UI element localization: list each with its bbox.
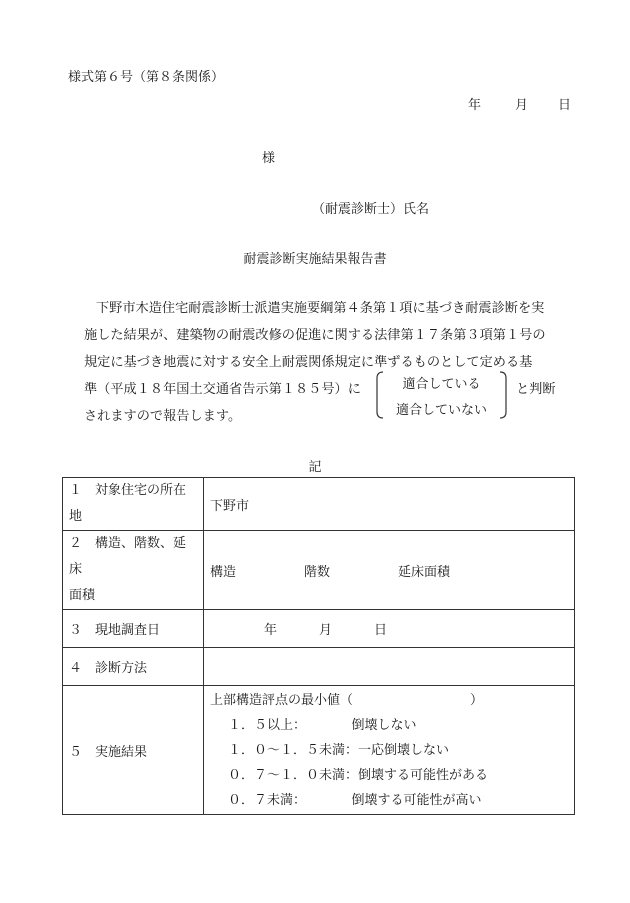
table-row [63, 648, 575, 686]
conformity-choice [375, 370, 508, 420]
list-item: １．５以上： 倒壊しない [228, 717, 417, 733]
survey-month: 月 [319, 623, 333, 638]
body-line-1: 下野市木造住宅耐震診断士派遣実施要綱第４条第１項に基づき耐震診断を実 [96, 301, 545, 316]
date-line [468, 94, 571, 113]
table-row [63, 531, 575, 610]
addressee: 様 [262, 151, 276, 166]
row2-value [204, 531, 575, 610]
structure-label: 構造 [210, 564, 237, 580]
row2-label: ２ 構造、階数、延床 面積 [63, 531, 204, 610]
report-table [62, 477, 575, 815]
list-item: １．０～１．５未満：一応倒壊しない [228, 742, 450, 758]
row5-value [204, 686, 575, 815]
body-line-3: 規定に基づき地震に対する安全上耐震関係規定に準ずるものとして定める基 [84, 355, 533, 370]
list-item: ０．７～１．０未満：倒壊する可能性がある [228, 767, 489, 783]
sender-name: （耐震診断士）氏名 [312, 202, 430, 217]
list-item: ０．７未満： 倒壊する可能性が高い [228, 792, 482, 808]
date-day: 日 [558, 98, 572, 113]
choice-not-conforming: 適合していない [395, 403, 487, 418]
date-month: 月 [515, 98, 529, 113]
row1-label: １ 対象住宅の所在 地 [63, 478, 204, 531]
row5-label: ５ 実施結果 [63, 686, 204, 815]
table-row [63, 610, 575, 648]
row1-value: 下野市 [204, 478, 575, 531]
row4-value [204, 648, 575, 686]
date-year: 年 [468, 98, 482, 113]
table-row [63, 478, 575, 531]
body-line-4-tail: と判断 [516, 382, 556, 397]
row3-value [204, 610, 575, 648]
table-row [63, 686, 575, 815]
ki-heading: 記 [308, 460, 322, 475]
survey-day: 日 [374, 623, 388, 638]
body-line-5: されますので報告します。 [84, 409, 242, 424]
choice-conforming: 適合している [402, 377, 481, 392]
floors-label: 階数 [304, 564, 331, 580]
document-title: 耐震診断実施結果報告書 [243, 252, 387, 267]
body-line-2: 施した結果が、建築物の耐震改修の促進に関する法律第１７条第３項第１号の [84, 328, 546, 343]
result-heading: 上部構造評点の最小値（ ） [210, 692, 484, 708]
floor-area-label: 延床面積 [398, 564, 451, 580]
survey-year: 年 [264, 623, 278, 638]
form-number: 様式第６号（第８条関係） [68, 70, 225, 85]
body-line-4: 準（平成１８年国土交通省告示第１８５号）に [84, 382, 361, 397]
row4-label: ４ 診断方法 [63, 648, 204, 686]
row3-label: ３ 現地調査日 [63, 610, 204, 648]
